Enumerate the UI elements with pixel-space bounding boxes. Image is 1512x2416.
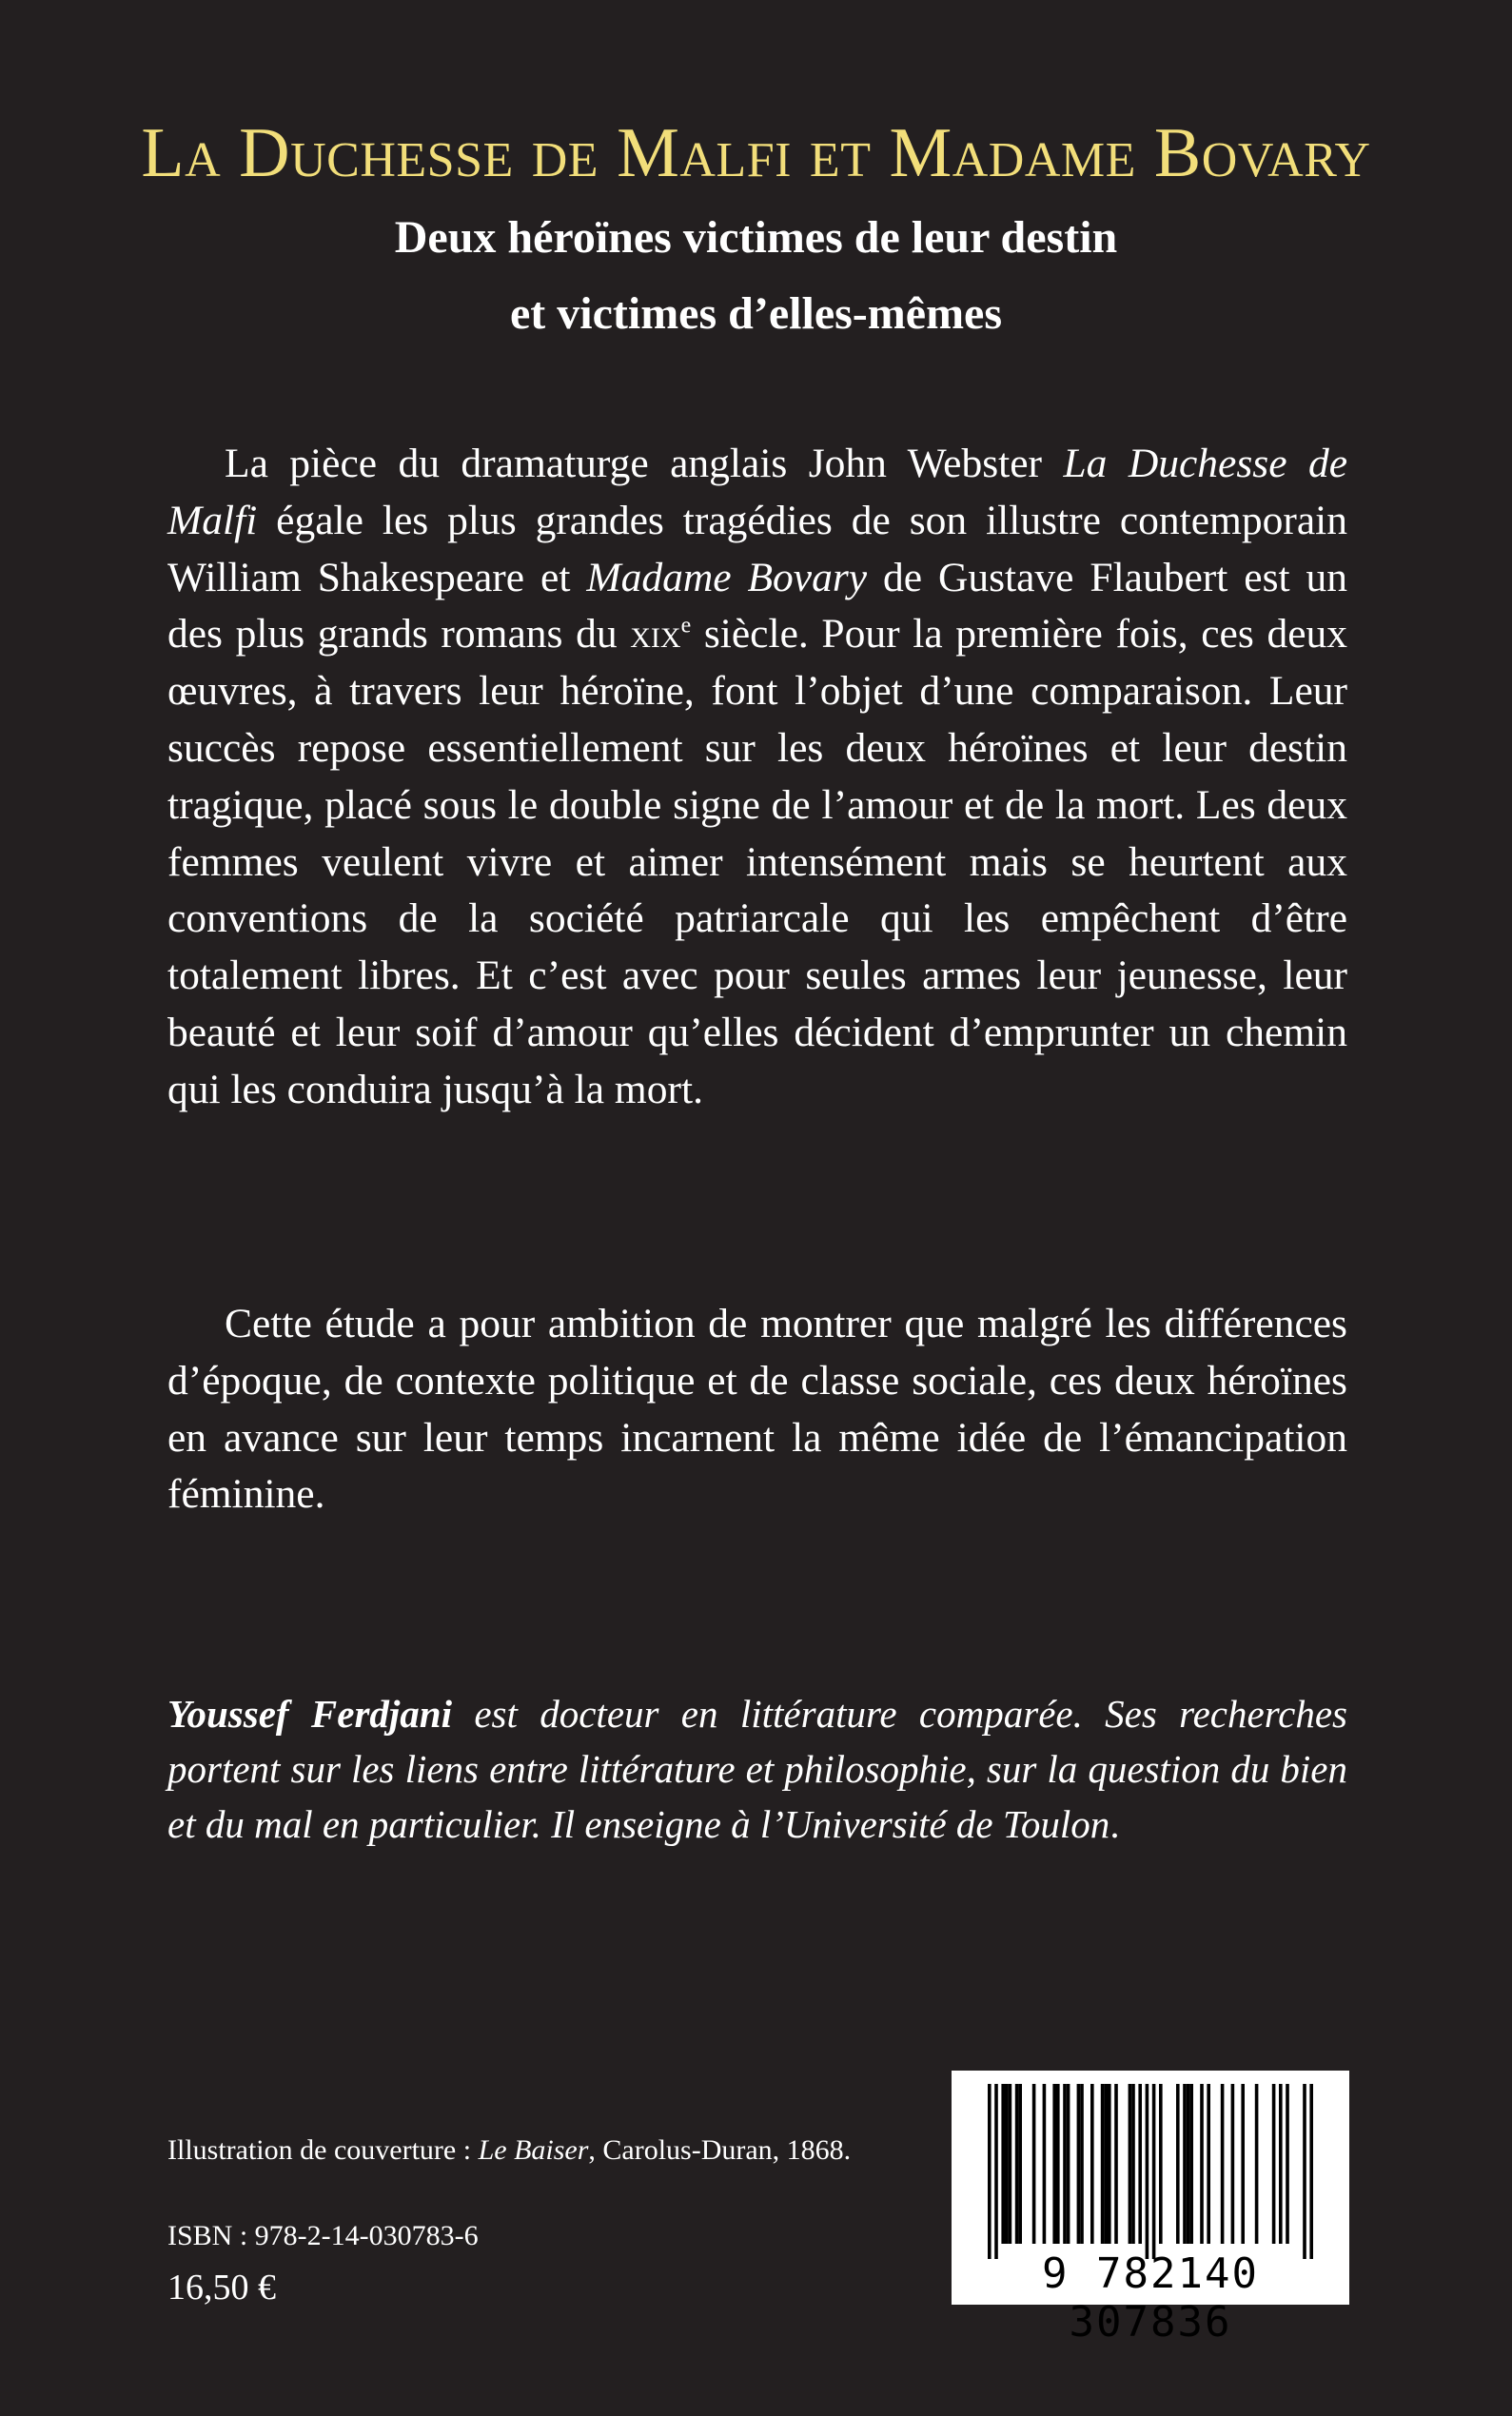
barcode bbox=[952, 2071, 1349, 2347]
summary-paragraph-2 bbox=[167, 1296, 1347, 1523]
barcode-bar bbox=[1018, 2084, 1022, 2244]
barcode-bar bbox=[1043, 2084, 1047, 2244]
summary-text: siècle. Pour la première fois, ces deux œuvres, à travers leur héroïne, font l’objet d’une comparaison. Leur succès repose essentiellement sur les deux héroïnes et leur destin tragique, placé sous le double signe de l’amour et de la mort. Les deux femmes veulent vivre et aimer intensément mais se heurtent aux conventions de la société patriarcale qui les empêchent d’être totalement libres. Et c’est avec pour seules armes leur jeunesse, leur beauté et leur soif d’amour qu’elles décident d’emprunter un chemin qui les conduira jusqu’à la mort. bbox=[167, 611, 1347, 1112]
summary-paragraph-1 bbox=[167, 436, 1347, 1119]
barcode-digits: 9 782140 307836 bbox=[1042, 2249, 1259, 2347]
author-bio bbox=[167, 1686, 1347, 1852]
barcode-bar bbox=[1056, 2084, 1060, 2244]
credit-prefix: Illustration de couverture : bbox=[167, 2134, 479, 2166]
barcode-bar bbox=[1015, 2084, 1019, 2244]
bio-text: est docteur en littérature comparée. Ses recherches portent sur les liens entre littérature et philosophie, sur la question du bien et du mal en particulier. Il enseigne à l’Université de Toulon bbox=[167, 1692, 1347, 1846]
barcode-bar bbox=[1286, 2084, 1289, 2244]
barcode-bar bbox=[1152, 2084, 1156, 2259]
summary-text: de Gustave Flaubert est un des plus grands romans du bbox=[167, 554, 1347, 658]
barcode-bar bbox=[1176, 2084, 1180, 2244]
barcode-bar bbox=[988, 2084, 992, 2259]
barcode-bar bbox=[1080, 2084, 1084, 2244]
barcode-bar bbox=[1183, 2084, 1187, 2244]
barcode-bar bbox=[1279, 2084, 1283, 2244]
author-name: Youssef Ferdjani bbox=[167, 1692, 452, 1736]
barcode-bar bbox=[1129, 2084, 1132, 2244]
barcode-bar bbox=[1231, 2084, 1235, 2244]
barcode-bar bbox=[1189, 2084, 1193, 2244]
summary-text: Cette étude a pour ambition de montrer que malgré les différences d’époque, de contexte politique et de classe sociale, ces deux héroïnes en avance sur leur temps incarnent la même idée de l’émancipation féminine. bbox=[167, 1301, 1347, 1518]
book-title: La Duchesse de Malfi et Madame Bovary bbox=[141, 114, 1371, 192]
barcode-bar bbox=[1241, 2084, 1245, 2244]
barcode-bar bbox=[1077, 2084, 1081, 2244]
subtitle-line-1: Deux héroïnes victimes de leur destin bbox=[394, 212, 1118, 263]
credit-suffix: , Carolus-Duran, 1868. bbox=[588, 2134, 852, 2166]
century-superscript: e bbox=[680, 613, 692, 638]
work-title-duchess: La Duchesse de Malfi bbox=[167, 441, 1347, 543]
barcode-bar bbox=[1101, 2084, 1105, 2244]
barcode-bar bbox=[1272, 2084, 1276, 2244]
barcode-bar bbox=[1159, 2084, 1163, 2244]
barcode-bar bbox=[1052, 2084, 1056, 2244]
barcode-bar bbox=[1309, 2084, 1313, 2259]
book-subtitle bbox=[0, 200, 1512, 352]
subtitle-line-2: et victimes d’elles-mêmes bbox=[509, 288, 1003, 339]
summary-text: égale les plus grandes tragédies de son illustre contemporain William Shakespeare et bbox=[167, 497, 1347, 600]
barcode-bar bbox=[1067, 2084, 1070, 2244]
artwork-title: Le Baiser bbox=[478, 2134, 589, 2166]
barcode-bar bbox=[1146, 2084, 1149, 2259]
barcode-bar bbox=[1303, 2084, 1306, 2259]
barcode-bar bbox=[1090, 2084, 1094, 2244]
barcode-bar bbox=[1255, 2084, 1259, 2244]
bio-period: . bbox=[1109, 1802, 1120, 1846]
century-numeral: xix bbox=[630, 611, 681, 658]
price: 16,50 € bbox=[167, 2268, 276, 2308]
barcode-bar bbox=[1108, 2084, 1111, 2244]
barcode-bar bbox=[1009, 2084, 1012, 2244]
barcode-bar bbox=[1187, 2084, 1190, 2244]
barcode-bar bbox=[1063, 2084, 1067, 2244]
barcode-bar bbox=[1221, 2084, 1225, 2244]
barcode-bar bbox=[1005, 2084, 1009, 2244]
barcode-bar bbox=[1200, 2084, 1204, 2244]
summary-text: La pièce du dramaturge anglais John Webster bbox=[225, 441, 1064, 486]
barcode-bar bbox=[1104, 2084, 1108, 2244]
barcode-bar bbox=[1001, 2084, 1005, 2244]
barcode-bar bbox=[1131, 2084, 1135, 2244]
barcode-bar bbox=[1207, 2084, 1210, 2244]
cover-illustration-credit bbox=[167, 2131, 851, 2170]
barcode-bar bbox=[1114, 2084, 1118, 2244]
barcode-bar bbox=[994, 2084, 998, 2259]
barcode-bar bbox=[1138, 2084, 1142, 2244]
work-title-bovary: Madame Bovary bbox=[586, 554, 868, 600]
barcode-bar bbox=[1032, 2084, 1036, 2244]
isbn: ISBN : 978-2-14-030783-6 bbox=[167, 2220, 479, 2251]
